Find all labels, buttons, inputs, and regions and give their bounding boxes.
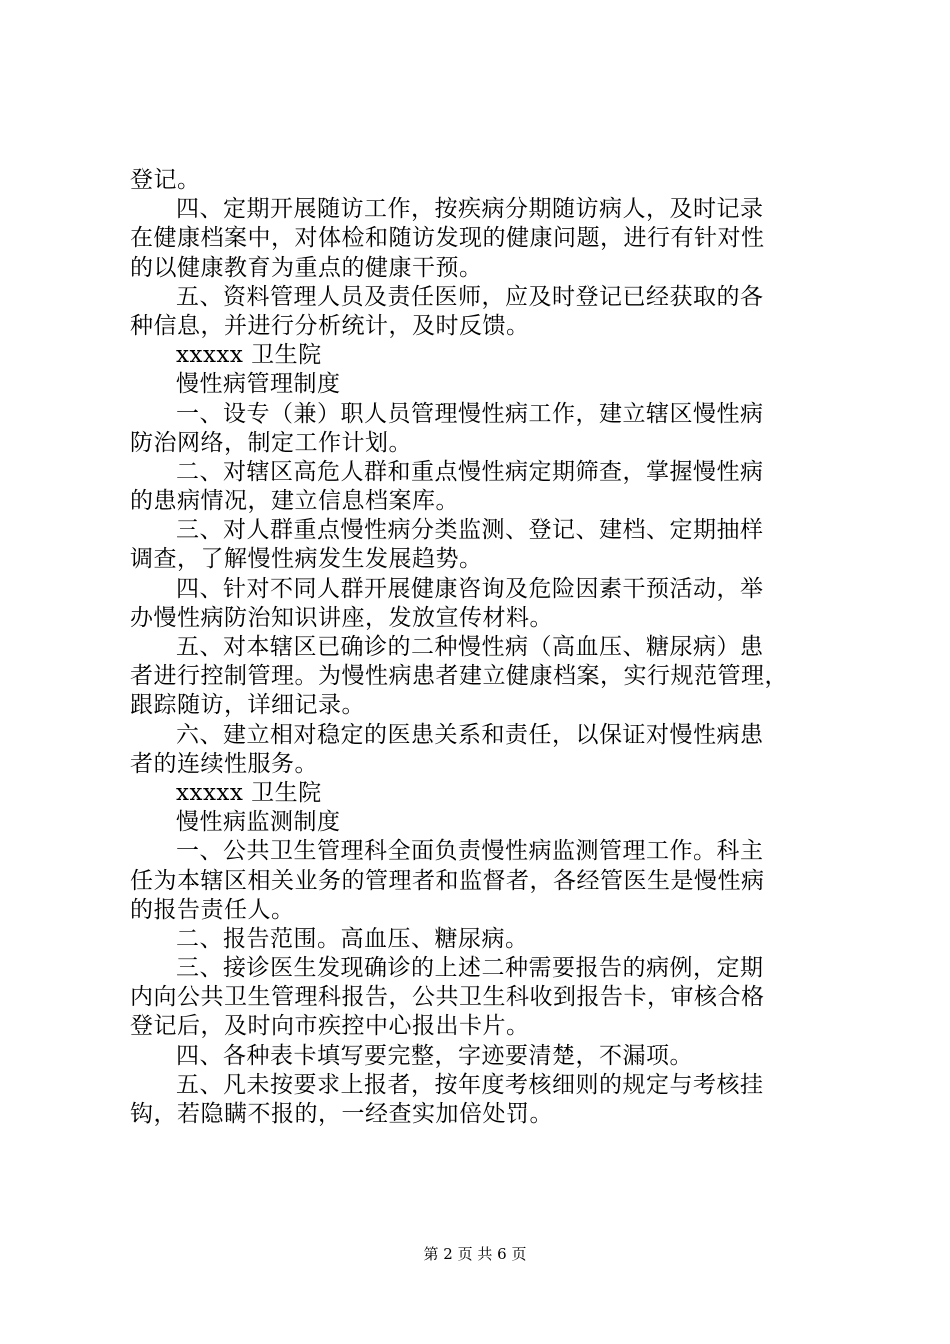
text-line: 钩，若隐瞒不报的，一经查实加倍处罚。 xyxy=(130,1101,553,1127)
text-line: 五、资料管理人员及责任医师，应及时登记已经获取的各 xyxy=(176,283,764,310)
text-line: 慢性病监测制度 xyxy=(176,809,341,836)
text-line: 三、接诊医生发现确诊的上述二种需要报告的病例，定期 xyxy=(176,955,764,982)
text-line: xxxxx 卫生院 xyxy=(176,779,322,806)
text-line: 六、建立相对稳定的医患关系和责任，以保证对慢性病患 xyxy=(176,721,764,748)
page-number-footer: 第 2 页 共 6 页 xyxy=(423,1245,527,1263)
text-line: 五、凡未按要求上报者，按年度考核细则的规定与考核挂 xyxy=(176,1071,764,1098)
text-line: 办慢性病防治知识讲座，发放宣传材料。 xyxy=(130,604,553,631)
text-line: 慢性病管理制度 xyxy=(176,371,341,398)
text-line: 种信息，并进行分析统计，及时反馈。 xyxy=(130,312,530,339)
text-line: 一、设专（兼）职人员管理慢性病工作，建立辖区慢性病 xyxy=(176,400,764,427)
text-line: 者的连续性服务。 xyxy=(130,750,318,777)
text-line: 登记后，及时向市疾控中心报出卡片。 xyxy=(130,1013,530,1040)
text-line: 任为本辖区相关业务的管理者和监督者，各经管医生是慢性病 xyxy=(130,867,765,894)
text-line: 的以健康教育为重点的健康干预。 xyxy=(130,254,483,281)
text-line: 三、对人群重点慢性病分类监测、登记、建档、定期抽样 xyxy=(176,517,764,544)
text-line: 二、对辖区高危人群和重点慢性病定期筛查，掌握慢性病 xyxy=(176,458,764,485)
text-line: 的患病情况，建立信息档案库。 xyxy=(130,488,459,515)
text-line: 四、针对不同人群开展健康咨询及危险因素干预活动，举 xyxy=(176,575,764,602)
text-line: 者进行控制管理。为慢性病患者建立健康档案，实行规范管理， xyxy=(130,663,788,690)
text-line: 调查，了解慢性病发生发展趋势。 xyxy=(130,546,483,573)
text-line: 防治网络，制定工作计划。 xyxy=(130,429,412,456)
text-line: 四、各种表卡填写要完整，字迹要清楚，不漏项。 xyxy=(176,1042,693,1069)
text-line: 五、对本辖区已确诊的二种慢性病（高血压、糖尿病）患 xyxy=(176,634,764,660)
text-line: 跟踪随访，详细记录。 xyxy=(130,692,365,719)
text-line: 一、公共卫生管理科全面负责慢性病监测管理工作。科主 xyxy=(176,838,764,865)
text-line: 内向公共卫生管理科报告，公共卫生科收到报告卡，审核合格 xyxy=(130,984,765,1011)
document-body xyxy=(130,166,830,1129)
text-line: 在健康档案中，对体检和随访发现的健康问题，进行有针对性 xyxy=(130,225,765,252)
text-line: 四、定期开展随访工作，按疾病分期随访病人，及时记录 xyxy=(176,196,764,223)
text-line: 的报告责任人。 xyxy=(130,896,295,923)
text-line: 登记。 xyxy=(130,167,201,193)
text-line: xxxxx 卫生院 xyxy=(176,342,322,369)
text-line: 二、报告范围。高血压、糖尿病。 xyxy=(176,925,529,952)
